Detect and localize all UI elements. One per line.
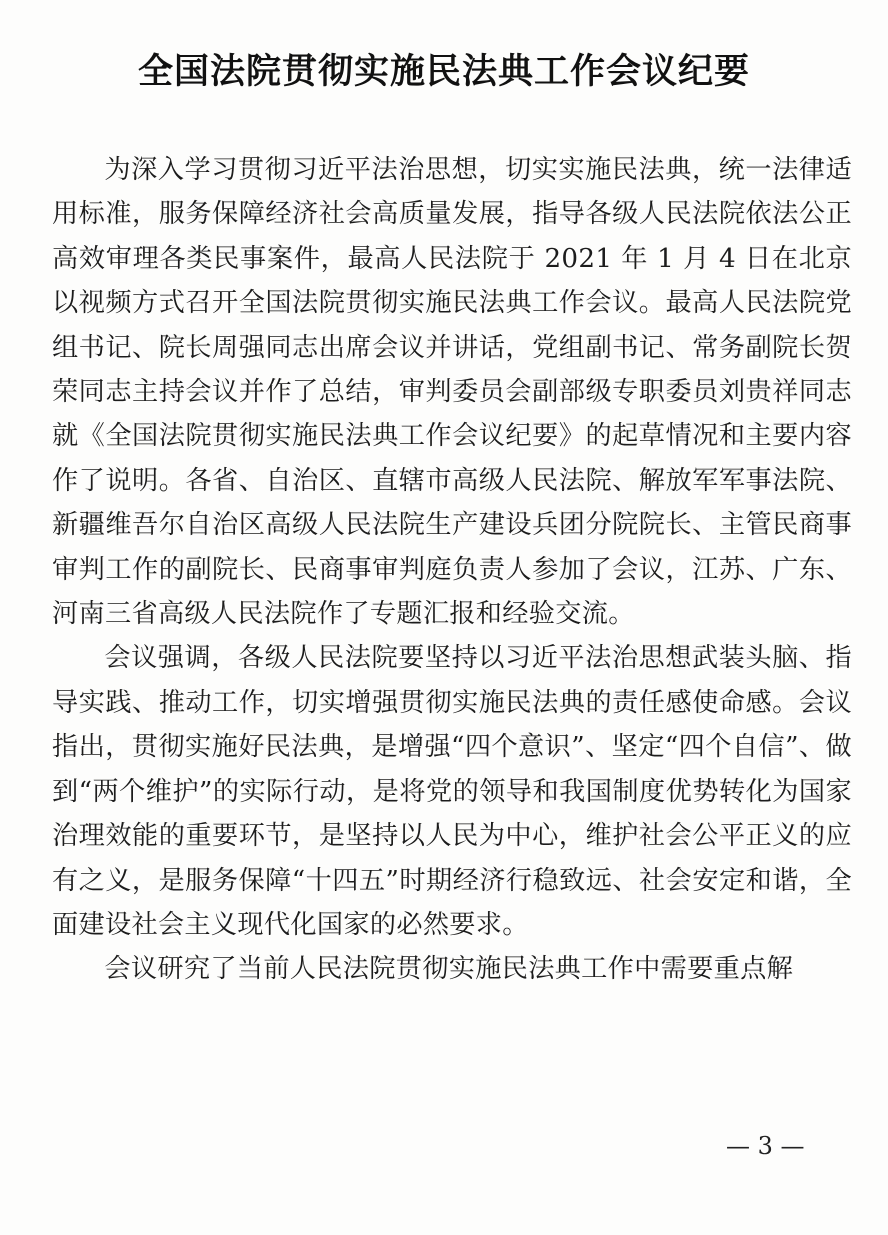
document-title: 全国法院贯彻实施民法典工作会议纪要 bbox=[137, 52, 750, 92]
paragraph-1: 为深入学习贯彻习近平法治思想，切实实施民法典，统一法律适用标准，服务保障经济社会高质量发展，指导各级人民法院依法公正高效审理各类民事案件，最高人民法院于 2021 年 1 月 4 日在北京以视频方式召开全国法院贯彻实施民法典工作会议。最高人民法院党组书记、院长周强同志出席会议并讲话，党组副书记、常务副院长贺荣同志主持会议并作了总结，审判委员会副部级专职委员刘贵祥同志就《全国法院贯彻实施民法典工作会议纪要》的起草情况和主要内容作了说明。各省、自治区、直辖市高级人民法院、解放军军事法院、新疆维吾尔自治区高级人民法院生产建设兵团分院院长、主管民商事审判工作的副院长、民商事审判庭负责人参加了会议，江苏、广东、河南三省高级人民法院作了专题汇报和经验交流。 bbox=[52, 155, 852, 630]
paragraph-3: 会议研究了当前人民法院贯彻实施民法典工作中需要重点解 bbox=[104, 954, 794, 985]
document-body bbox=[52, 148, 852, 992]
page-number: — 3 — bbox=[726, 1132, 805, 1160]
paragraph-2: 会议强调，各级人民法院要坚持以习近平法治思想武装头脑、指导实践、推动工作，切实增强贯彻实施民法典的责任感使命感。会议指出，贯彻实施好民法典，是增强“四个意识”、坚定“四个自信”、做到“两个维护”的实际行动，是将党的领导和我国制度优势转化为国家治理效能的重要环节，是坚持以人民为中心，维护社会公平正义的应有之义，是服务保障“十四五”时期经济行稳致远、社会安定和谐，全面建设社会主义现代化国家的必然要求。 bbox=[52, 643, 852, 940]
